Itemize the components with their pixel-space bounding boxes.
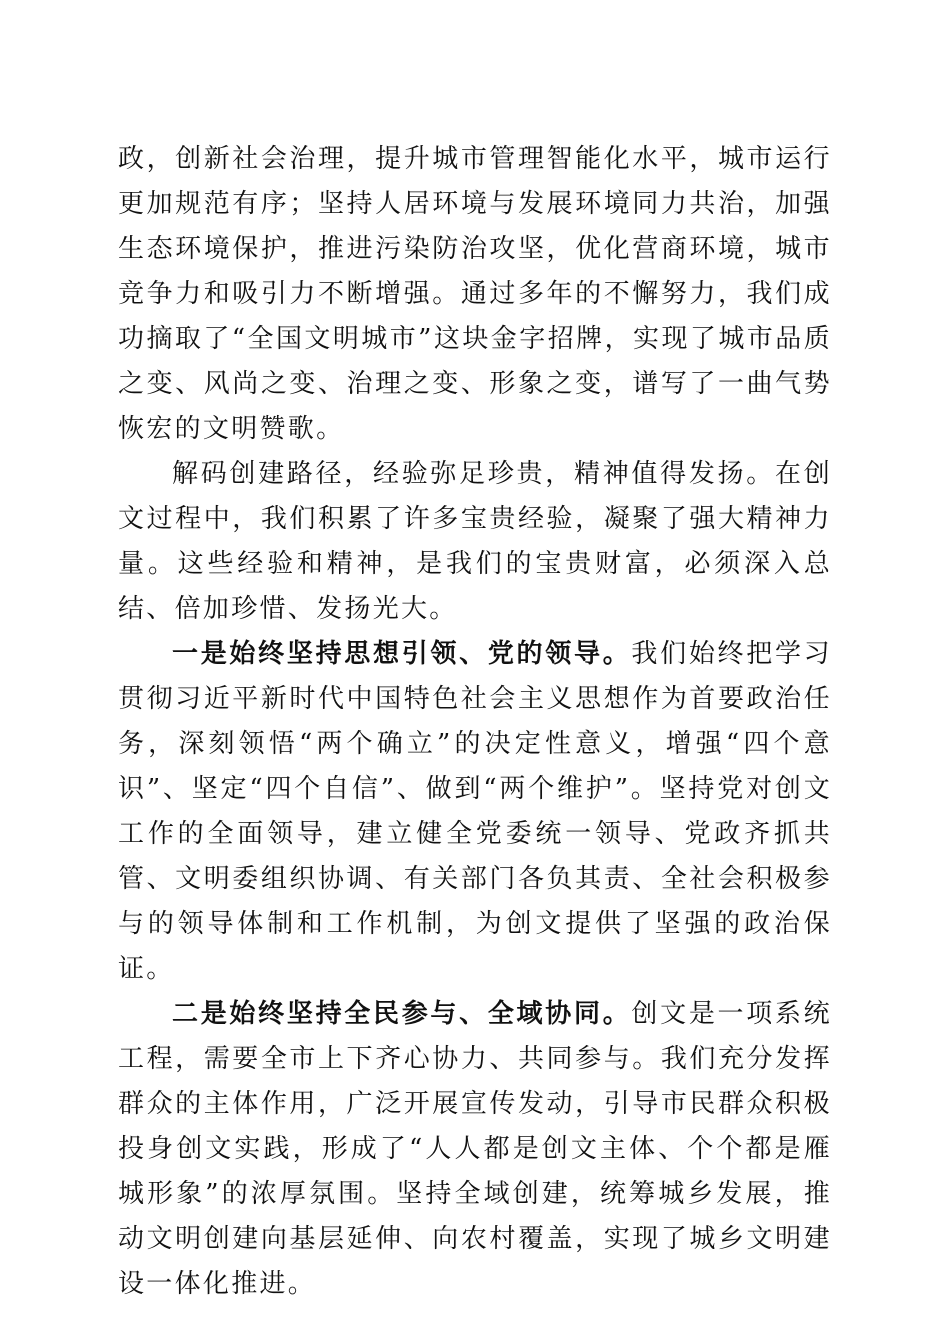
paragraph-text: 解码创建路径，经验弥足珍贵，精神值得发扬。在创文过程中，我们积累了许多宝贵经验，凝聚了强大精神力量。这些经验和精神，是我们的宝贵财富，必须深入总结、倍加珍惜、发扬光大。 [118,459,832,624]
paragraph-text: 政，创新社会治理，提升城市管理智能化水平，城市运行更加规范有序；坚持人居环境与发展环境同力共治，加强生态环境保护，推进污染防治攻坚，优化营商环境，城市竞争力和吸引力不断增强。通过多年的不懈努力，我们成功摘取了“全国文明城市”这块金字招牌，实现了城市品质之变、风尚之变、治理之变、形象之变，谱写了一曲气势恢宏的文明赞歌。 [118,144,832,444]
document-body [118,137,832,1307]
paragraph-point-two [118,992,832,1307]
paragraph-continuation [118,137,832,452]
paragraph-text: 我们始终把学习贯彻习近平新时代中国特色社会主义思想作为首要政治任务，深刻领悟“两个确立”的决定性意义，增强“四个意识”、坚定“四个自信”、做到“两个维护”。坚持党对创文工作的全面领导，建立健全党委统一领导、党政齐抓共管、文明委组织协调、有关部门各负其责、全社会积极参与的领导体制和工作机制，为创文提供了坚强的政治保证。 [118,639,832,984]
paragraph-creation-path [118,452,832,632]
paragraph-lead-heading: 一是始终坚持思想引领、党的领导。 [172,639,632,669]
paragraph-text: 创文是一项系统工程，需要全市上下齐心协力、共同参与。我们充分发挥群众的主体作用，广泛开展宣传发动，引导市民群众积极投身创文实践，形成了“人人都是创文主体、个个都是雁城形象”的浓厚氛围。坚持全域创建，统筹城乡发展，推动文明创建向基层延伸、向农村覆盖，实现了城乡文明建设一体化推进。 [118,999,832,1299]
paragraph-point-one [118,632,832,992]
paragraph-lead-heading: 二是始终坚持全民参与、全域协同。 [172,999,632,1029]
